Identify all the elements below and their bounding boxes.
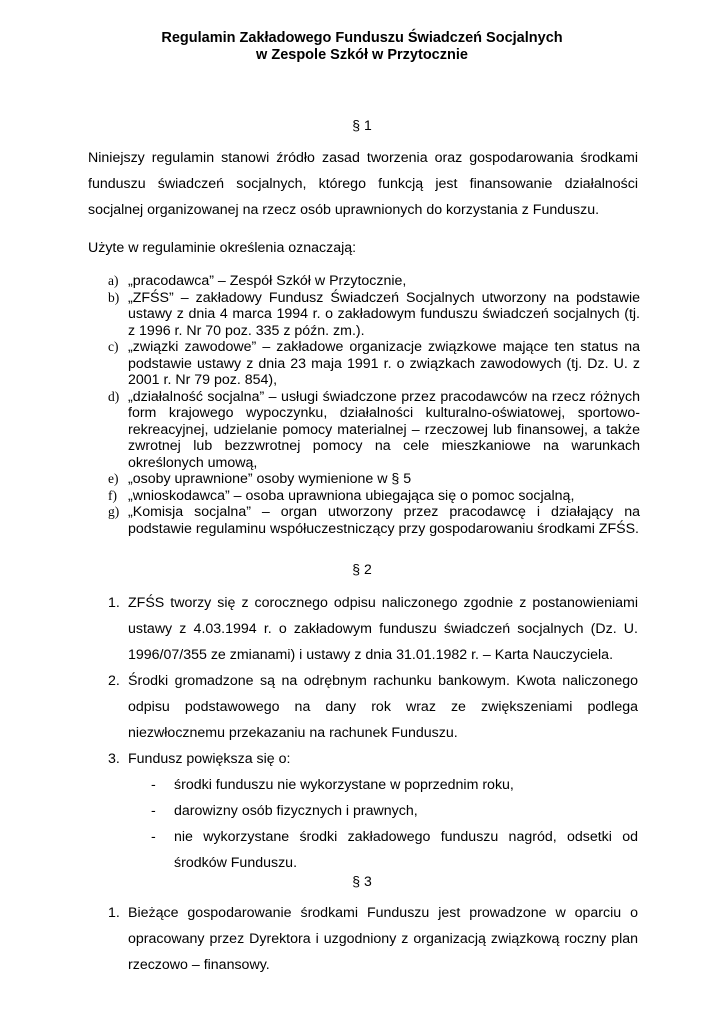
sub-item-text: środki funduszu nie wykorzystane w poprzednim roku, [174,777,514,793]
document-title-line2: w Zespole Szkół w Przytocznie [256,47,468,63]
definition-marker: b) [108,289,120,305]
sub-item-marker: - [151,777,156,793]
definition-item [88,471,640,488]
intro-line-2: funduszu świadczeń socjalnych, którego funkcją jest finansowanie działalności [88,176,638,192]
item-number: 2. [108,673,120,689]
section-3-list [108,900,638,978]
definitions-list [88,273,640,537]
numbered-item [108,900,638,978]
definitions-heading: Użyte w regulaminie określenia oznaczają: [88,240,357,256]
item-text: Fundusz powiększa się o: [128,751,291,767]
definition-text: „osoby uprawnione” osoby wymienione w § 5 [128,471,412,487]
definition-item [88,389,640,472]
definition-item [88,339,640,389]
section-1-intro [88,145,638,223]
definition-text: „działalność socjalna” – usługi świadczone przez pracodawców na rzecz różnych form krajowego wypoczynku, działalności kulturalno-oświatowej, sportowo-rekreacyjnej, udzielanie pomocy materialnej – rzeczowej lub finansowej, a także zwrotnej lub bezzwrotnej pomocy na cele mieszkaniowe na warunkach określonych umową, [128,388,640,471]
sub-item-text: darowizny osób fizycznych i prawnych, [174,803,418,819]
numbered-item [108,668,638,746]
sub-item [108,824,638,876]
definition-text: „ZFŚS” – zakładowy Fundusz Świadczeń Socjalnych utworzony na podstawie ustawy z dnia 4 marca 1994 r. o zakładowym funduszu świadczeń socjalnych (tj. z 1996 r. Nr 70 poz. 335 z późn. zm.). [128,289,640,339]
definition-item [88,488,640,505]
definition-item [88,290,640,340]
definition-marker: e) [108,471,119,486]
section-2-list [108,590,638,876]
item-number: 1. [108,905,120,921]
sub-item [108,798,638,824]
sub-item [108,772,638,798]
numbered-item [108,590,638,668]
definition-text: „Komisja socjalna” – organ utworzony przez pracodawcę i działający na podstawie regulaminu współuczestniczący przy gospodarowaniu środkami ZFŚS. [128,504,640,537]
definition-marker: g) [108,504,120,519]
section-3-title: § 3 [352,873,372,889]
intro-line-1: Niniejszy regulamin stanowi źródło zasad tworzenia oraz gospodarowania środkami [88,150,638,166]
definition-text: „wnioskodawca” – osoba uprawniona ubiegająca się o pomoc socjalną, [128,487,575,504]
definition-item [88,273,640,290]
item-number: 1. [108,595,120,611]
definition-item [88,504,640,537]
sub-item-marker: - [151,829,156,845]
item-text: Środki gromadzone są na odrębnym rachunku bankowym. Kwota naliczonego odpisu podstawowego na dany rok wraz ze zwiększeniami podlega niezwłocznemu przekazaniu na rachunek Funduszu. [128,673,638,741]
definition-marker: a) [108,273,119,288]
intro-line-3: socjalnej organizowanej na rzecz osób uprawnionych do korzystania z Funduszu. [88,202,600,218]
section-2-title: § 2 [352,561,372,577]
item-text: ZFŚS tworzy się z corocznego odpisu naliczonego zgodnie z postanowieniami ustawy z 4.03.1994 r. o zakładowym funduszu świadczeń socjalnych (Dz. U. 1996/07/355 ze zmianami) i ustawy z dnia 31.01.1982 r. – Karta Nauczyciela. [128,595,638,663]
numbered-item [108,746,638,772]
sub-item-text: nie wykorzystane środki zakładowego funduszu nagród, odsetki od środków Funduszu. [174,829,638,871]
document-title-line1: Regulamin Zakładowego Funduszu Świadczeń Socjalnych [161,30,563,46]
item-number: 3. [108,751,120,767]
definition-marker: f) [108,487,117,503]
section-1-title: § 1 [352,117,372,133]
sub-item-marker: - [151,803,156,819]
definition-marker: d) [108,388,120,404]
definition-text: „pracodawca” – Zespół Szkół w Przytocznie, [128,273,407,289]
definition-text: „związki zawodowe” – zakładowe organizacje związkowe mające ten status na podstawie ustawy z dnia 23 maja 1991 r. o związkach zawodowych (tj. Dz. U. z 2001 r. Nr 79 poz. 854), [128,339,640,388]
item-text: Bieżące gospodarowanie środkami Funduszu jest prowadzone w oparciu o opracowany przez Dyrektora i uzgodniony z organizacją związkową roczny plan rzeczowo – finansowy. [128,905,638,973]
definition-marker: c) [108,339,119,354]
